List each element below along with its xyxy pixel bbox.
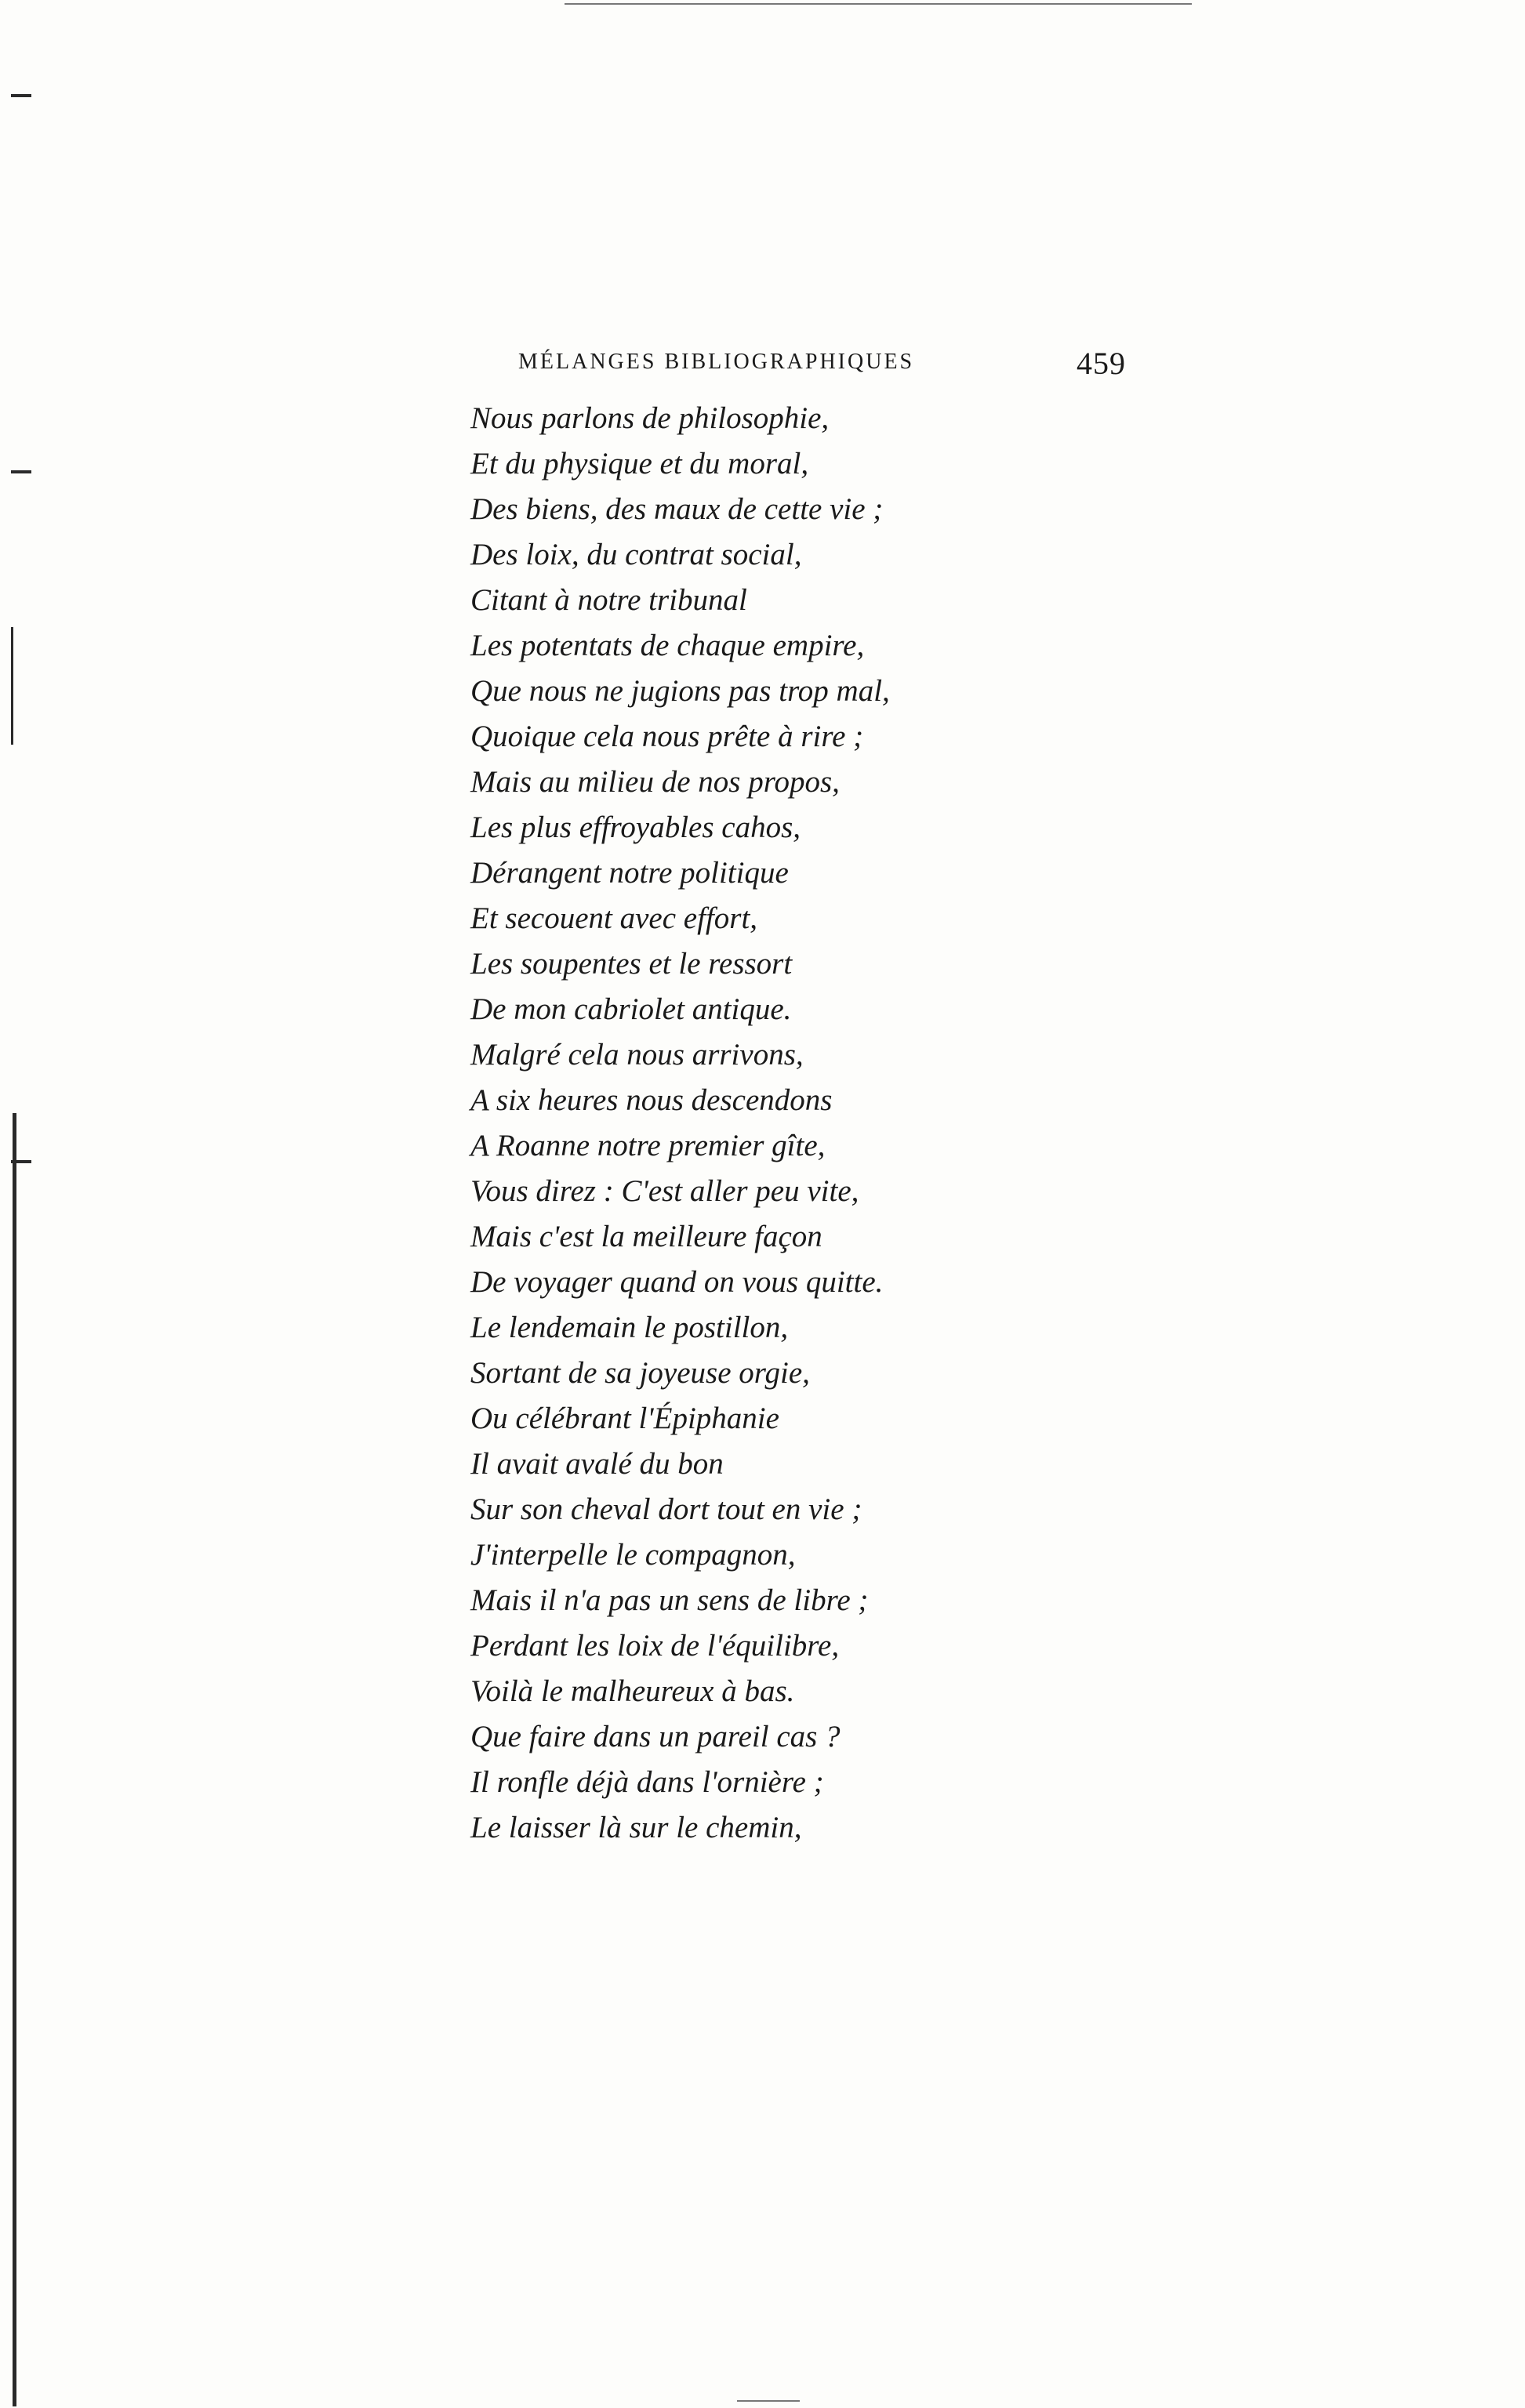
poem-line: De voyager quand on vous quitte. [470, 1265, 884, 1299]
poem-line: Nous parlons de philosophie, [470, 401, 830, 435]
poem-line: Voilà le malheureux à bas. [470, 1674, 795, 1708]
scan-edge-tick [11, 1160, 31, 1163]
poem-line: Et du physique et du moral, [470, 447, 809, 481]
poem-line: Les potentats de chaque empire, [470, 629, 865, 662]
poem-line: Sur son cheval dort tout en vie ; [470, 1492, 862, 1526]
poem-line: De mon cabriolet antique. [470, 992, 792, 1026]
poem-line: Quoique cela nous prête à rire ; [470, 720, 864, 753]
poem-line: Mais c'est la meilleure façon [470, 1220, 822, 1253]
scan-edge-tick [11, 470, 31, 473]
running-title: MÉLANGES BIBLIOGRAPHIQUES [518, 350, 915, 374]
running-header [0, 346, 1525, 381]
poem-line: Les plus effroyables cahos, [470, 811, 801, 844]
poem-line: A six heures nous descendons [470, 1083, 833, 1117]
poem-line: Il ronfle déjà dans l'ornière ; [470, 1765, 824, 1799]
poem-line: Des loix, du contrat social, [470, 538, 802, 571]
poem-line: Mais il n'a pas un sens de libre ; [470, 1583, 869, 1617]
poem-line: Que faire dans un pareil cas ? [470, 1720, 841, 1753]
scan-bottom-rule [737, 2400, 800, 2402]
scan-edge-mark [11, 627, 13, 745]
poem-line: Les soupentes et le ressort [470, 947, 793, 981]
poem-line: Le lendemain le postillon, [470, 1311, 789, 1344]
poem-line: Sortant de sa joyeuse orgie, [470, 1356, 810, 1390]
poem-line: Le laisser là sur le chemin, [470, 1811, 802, 1844]
poem-line: Citant à notre tribunal [470, 583, 747, 617]
scan-edge-line [13, 1113, 16, 2406]
scan-top-rule [565, 3, 1192, 5]
poem [470, 396, 890, 1851]
poem-line: Vous direz : C'est aller peu vite, [470, 1174, 859, 1208]
poem-line: Perdant les loix de l'équilibre, [470, 1629, 840, 1663]
poem-line: Des biens, des maux de cette vie ; [470, 492, 884, 526]
poem-line: Malgré cela nous arrivons, [470, 1038, 804, 1072]
scan-edge-tick [11, 94, 31, 97]
page-number: 459 [1077, 346, 1126, 381]
poem-line: J'interpelle le compagnon, [470, 1538, 796, 1572]
poem-line: Dérangent notre politique [470, 856, 789, 890]
poem-line: Il avait avalé du bon [470, 1447, 724, 1481]
poem-line: A Roanne notre premier gîte, [470, 1129, 826, 1162]
poem-line: Et secouent avec effort, [470, 901, 758, 935]
poem-line: Ou célébrant l'Épiphanie [470, 1402, 779, 1435]
poem-line: Mais au milieu de nos propos, [470, 765, 840, 799]
poem-line: Que nous ne jugions pas trop mal, [470, 674, 890, 708]
